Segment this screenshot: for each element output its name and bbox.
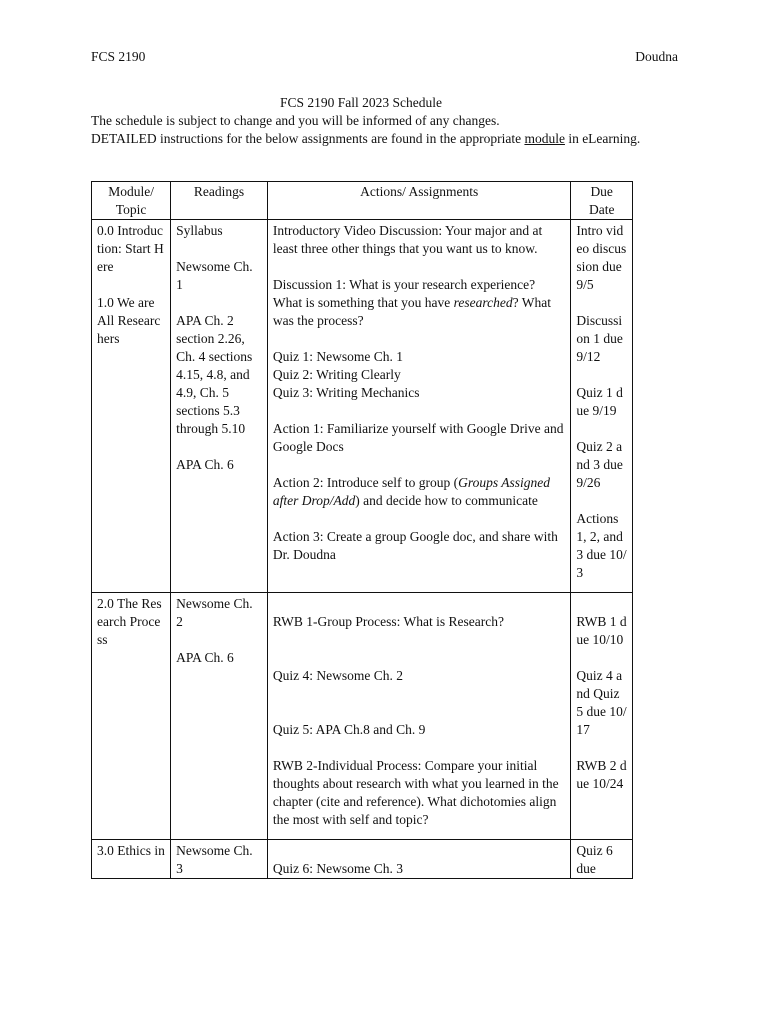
module-cell bbox=[92, 840, 171, 879]
intro-instructions-post: in eLearning. bbox=[564, 131, 641, 146]
actions-cell bbox=[267, 840, 570, 879]
actions-cell bbox=[267, 220, 570, 593]
action-2-text: Action 2: Introduce self to group ( bbox=[272, 475, 459, 490]
reading-item: Newsome Ch. 1 bbox=[176, 259, 253, 292]
header-author: Doudna bbox=[635, 49, 678, 64]
readings-cell bbox=[171, 220, 268, 593]
assignment-discussion-1 bbox=[273, 276, 565, 330]
reading-item: Syllabus bbox=[176, 223, 223, 238]
action-2-emphasis: Groups Assigned after Drop/Add bbox=[272, 475, 550, 508]
module-link[interactable]: module bbox=[524, 131, 565, 146]
assignment-quiz: Quiz 6: Newsome Ch. 3 bbox=[272, 861, 404, 876]
schedule-table bbox=[91, 181, 633, 879]
table-row bbox=[92, 220, 633, 593]
assignment-action-2 bbox=[273, 474, 565, 510]
readings-cell bbox=[171, 593, 268, 840]
page-title: FCS 2190 Fall 2023 Schedule bbox=[279, 95, 442, 110]
assignment-quiz: Quiz 2: Writing Clearly bbox=[272, 367, 401, 382]
intro-section bbox=[91, 94, 651, 148]
header-actions: Actions/ Assignments bbox=[267, 182, 570, 220]
assignment-quiz: Quiz 4: Newsome Ch. 2 bbox=[272, 668, 404, 683]
header-readings: Readings bbox=[171, 182, 268, 220]
reading-item: APA Ch. 2 section 2.26, Ch. 4 sections 4.15, 4.8, and 4.9, Ch. 5 sections 5.3 through 5.10 bbox=[176, 313, 253, 436]
due-cell bbox=[571, 593, 633, 840]
due-item: Intro video discussion due 9/5 bbox=[576, 223, 627, 292]
readings-cell bbox=[171, 840, 268, 879]
due-item: Actions 1, 2, and 3 due 10/3 bbox=[576, 511, 627, 580]
assignment-intro-video: Introductory Video Discussion: Your major and at least three other things that you want us to know. bbox=[272, 223, 543, 256]
header-course-code: FCS 2190 bbox=[91, 49, 146, 64]
intro-instructions bbox=[91, 130, 651, 148]
due-item: RWB 1 due 10/10 bbox=[576, 614, 627, 647]
discussion-1-text: Discussion 1: What is your research experience? What is something that you have bbox=[272, 277, 536, 310]
assignment-action-1: Action 1: Familiarize yourself with Google Drive and Google Docs bbox=[272, 421, 564, 454]
intro-notice: The schedule is subject to change and you will be informed of any changes. bbox=[91, 113, 500, 128]
module-researchers: 1.0 We are All Researchers bbox=[97, 295, 161, 346]
assignment-quiz: Quiz 1: Newsome Ch. 1 bbox=[272, 349, 404, 364]
reading-item: Newsome Ch. 2 bbox=[176, 596, 253, 629]
due-item: Discussion 1 due 9/12 bbox=[576, 313, 623, 364]
reading-item: APA Ch. 6 bbox=[176, 650, 234, 665]
intro-instructions-pre: DETAILED instructions for the below assignments are found in the appropriate bbox=[91, 131, 525, 146]
module-ethics: 3.0 Ethics in bbox=[97, 843, 165, 858]
module-intro: 0.0 Introduction: Start Here bbox=[97, 223, 164, 274]
table-header-row bbox=[92, 182, 633, 220]
due-item: Quiz 4 and Quiz 5 due 10/17 bbox=[576, 668, 627, 737]
module-cell bbox=[92, 220, 171, 593]
action-2-text-end: ) and decide how to communicate bbox=[355, 493, 538, 508]
discussion-1-emphasis: researched bbox=[453, 295, 513, 310]
reading-item: APA Ch. 6 bbox=[176, 457, 234, 472]
due-item: Quiz 6 due bbox=[576, 843, 613, 876]
due-cell bbox=[571, 840, 633, 879]
table-row bbox=[92, 593, 633, 840]
header-due-date: Due Date bbox=[571, 182, 633, 220]
assignment-quiz: Quiz 3: Writing Mechanics bbox=[272, 385, 420, 400]
assignment-rwb-2: RWB 2-Individual Process: Compare your initial thoughts about research with what you learned in the chapter (cite and reference). What dichotomies align the most with self and topic? bbox=[272, 758, 559, 827]
module-research-process: 2.0 The Research Process bbox=[97, 596, 162, 647]
assignment-action-3: Action 3: Create a group Google doc, and share with Dr. Doudna bbox=[272, 529, 558, 562]
assignment-rwb-1: RWB 1-Group Process: What is Research? bbox=[272, 614, 504, 629]
module-cell bbox=[92, 593, 171, 840]
reading-item: Newsome Ch. 3 bbox=[176, 843, 253, 876]
actions-cell bbox=[267, 593, 570, 840]
table-row bbox=[92, 840, 633, 879]
header-module-topic: Module/ Topic bbox=[92, 182, 171, 220]
due-item: Quiz 2 and 3 due 9/26 bbox=[576, 439, 623, 490]
discussion-1-text-end: ? What was the process? bbox=[272, 295, 551, 328]
due-item: Quiz 1 due 9/19 bbox=[576, 385, 623, 418]
due-cell bbox=[571, 220, 633, 593]
assignment-quiz: Quiz 5: APA Ch.8 and Ch. 9 bbox=[272, 722, 426, 737]
due-item: RWB 2 due 10/24 bbox=[576, 758, 627, 791]
